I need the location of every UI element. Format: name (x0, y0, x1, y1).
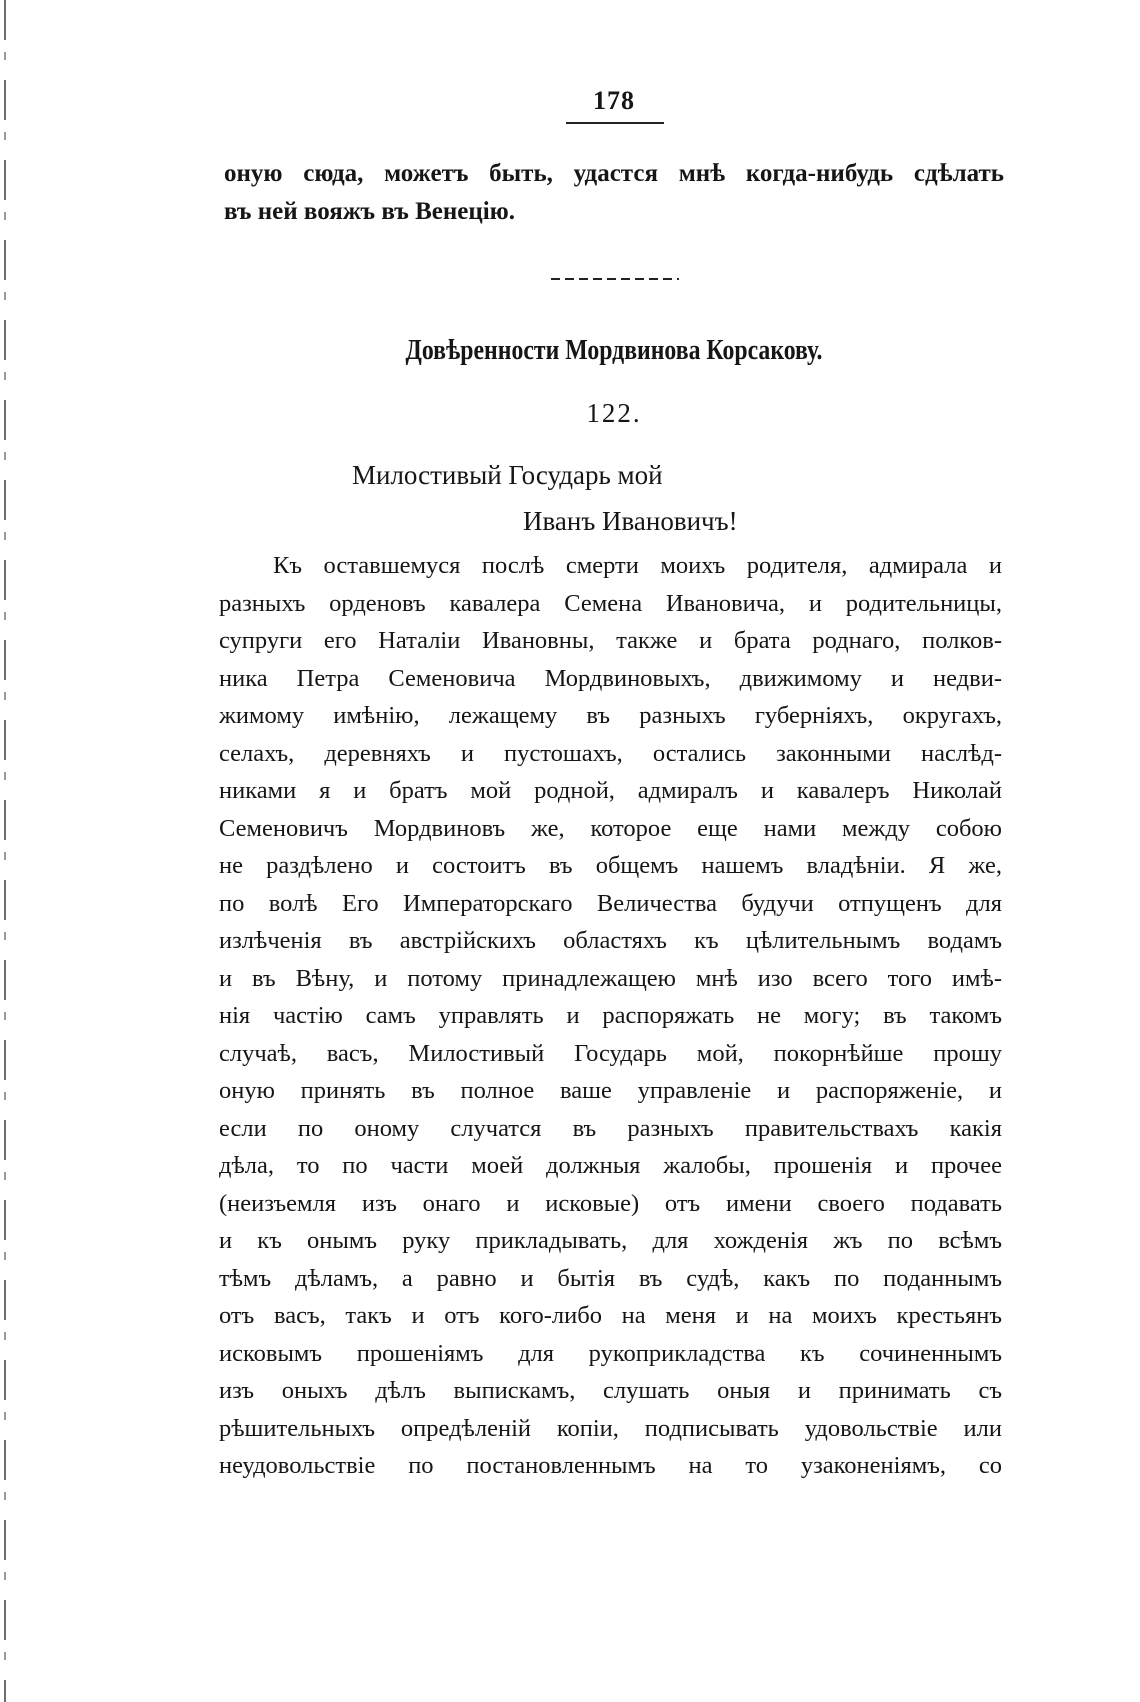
salutation-line-1: Милостивый Государь мой (352, 460, 663, 490)
body-line: излѣченія въ австрійскихъ областяхъ къ цѣлительнымъ водамъ (219, 927, 1002, 954)
document-number: 122. (586, 398, 642, 428)
body-line: никами я и братъ мой родной, адмиралъ и кавалеръ Николай (219, 777, 1002, 804)
body-line: отъ васъ, такъ и отъ кого-либо на меня и на моихъ крестьянъ (219, 1302, 1002, 1329)
body-line: изъ оныхъ дѣлъ выпискамъ, слушать оныя и принимать съ (219, 1377, 1002, 1404)
body-line: жимому имѣнію, лежащему въ разныхъ губерніяхъ, округахъ, (219, 702, 1002, 729)
body-line: Семеновичъ Мордвиновъ же, которое еще нами между собою (219, 814, 1002, 842)
continuation-line-1: оную сюда, можетъ быть, удастся мнѣ когда-нибудь сдѣлать (224, 160, 1004, 187)
body-line: и въ Вѣну, и потому принадлежащею мнѣ изо всего того имѣ- (219, 964, 1002, 992)
body-line: случаѣ, васъ, Милостивый Государь мой, покорнѣйше прошу (219, 1039, 1002, 1067)
body-line: если по оному случатся въ разныхъ правительствахъ какія (219, 1114, 1002, 1142)
body-line: ника Петра Семеновича Мордвиновыхъ, движимому и недви- (219, 664, 1002, 692)
body-line: неудовольствіе по постановленнымъ на то узаконеніямъ, со (219, 1452, 1002, 1479)
body-line: рѣшительныхъ опредѣленій копіи, подписывать удовольствіе или (219, 1414, 1002, 1442)
body-line: не раздѣлено и состоитъ въ общемъ нашемъ владѣніи. Я же, (219, 852, 1002, 879)
section-heading: Довѣренности Мордвинова Корсакову. (405, 334, 823, 366)
body-line: нія частію самъ управлять и распоряжать не могу; въ такомъ (219, 1002, 1002, 1029)
body-line: дѣла, то по части моей должныя жалобы, прошенія и прочее (219, 1152, 1002, 1179)
page-number-underline (566, 122, 664, 124)
letter-body (219, 547, 1002, 1485)
body-line: исковымъ прошеніямъ для рукоприкладства къ сочиненнымъ (219, 1339, 1002, 1367)
body-line: тѣмъ дѣламъ, а равно и бытія въ судѣ, какъ по поданнымъ (219, 1264, 1002, 1292)
section-separator (551, 278, 679, 280)
body-line: селахъ, деревняхъ и пустошахъ, остались законными наслѣд- (219, 739, 1002, 767)
body-line: (неизъемля изъ онаго и исковые) отъ имени своего подавать (219, 1189, 1002, 1217)
body-line: разныхъ орденовъ кавалера Семена Ивановича, и родительницы, (219, 589, 1002, 617)
body-line: и къ онымъ руку прикладывать, для хожденія жъ по всѣмъ (219, 1227, 1002, 1254)
body-line: Къ оставшемуся послѣ смерти моихъ родителя, адмирала и (273, 552, 1002, 579)
body-line: супруги его Наталіи Ивановны, также и брата роднаго, полков- (219, 627, 1002, 654)
scan-edge-artifact (4, 0, 6, 1702)
salutation-line-2: Иванъ Ивановичъ! (523, 506, 738, 536)
page-number: 178 (593, 86, 635, 115)
body-line: оную принять въ полное ваше управленіе и распоряженіе, и (219, 1077, 1002, 1104)
continuation-line-2: въ ней вояжъ въ Венецію. (224, 198, 516, 225)
body-line: по волѣ Его Императорскаго Величества будучи отпущенъ для (219, 889, 1002, 917)
